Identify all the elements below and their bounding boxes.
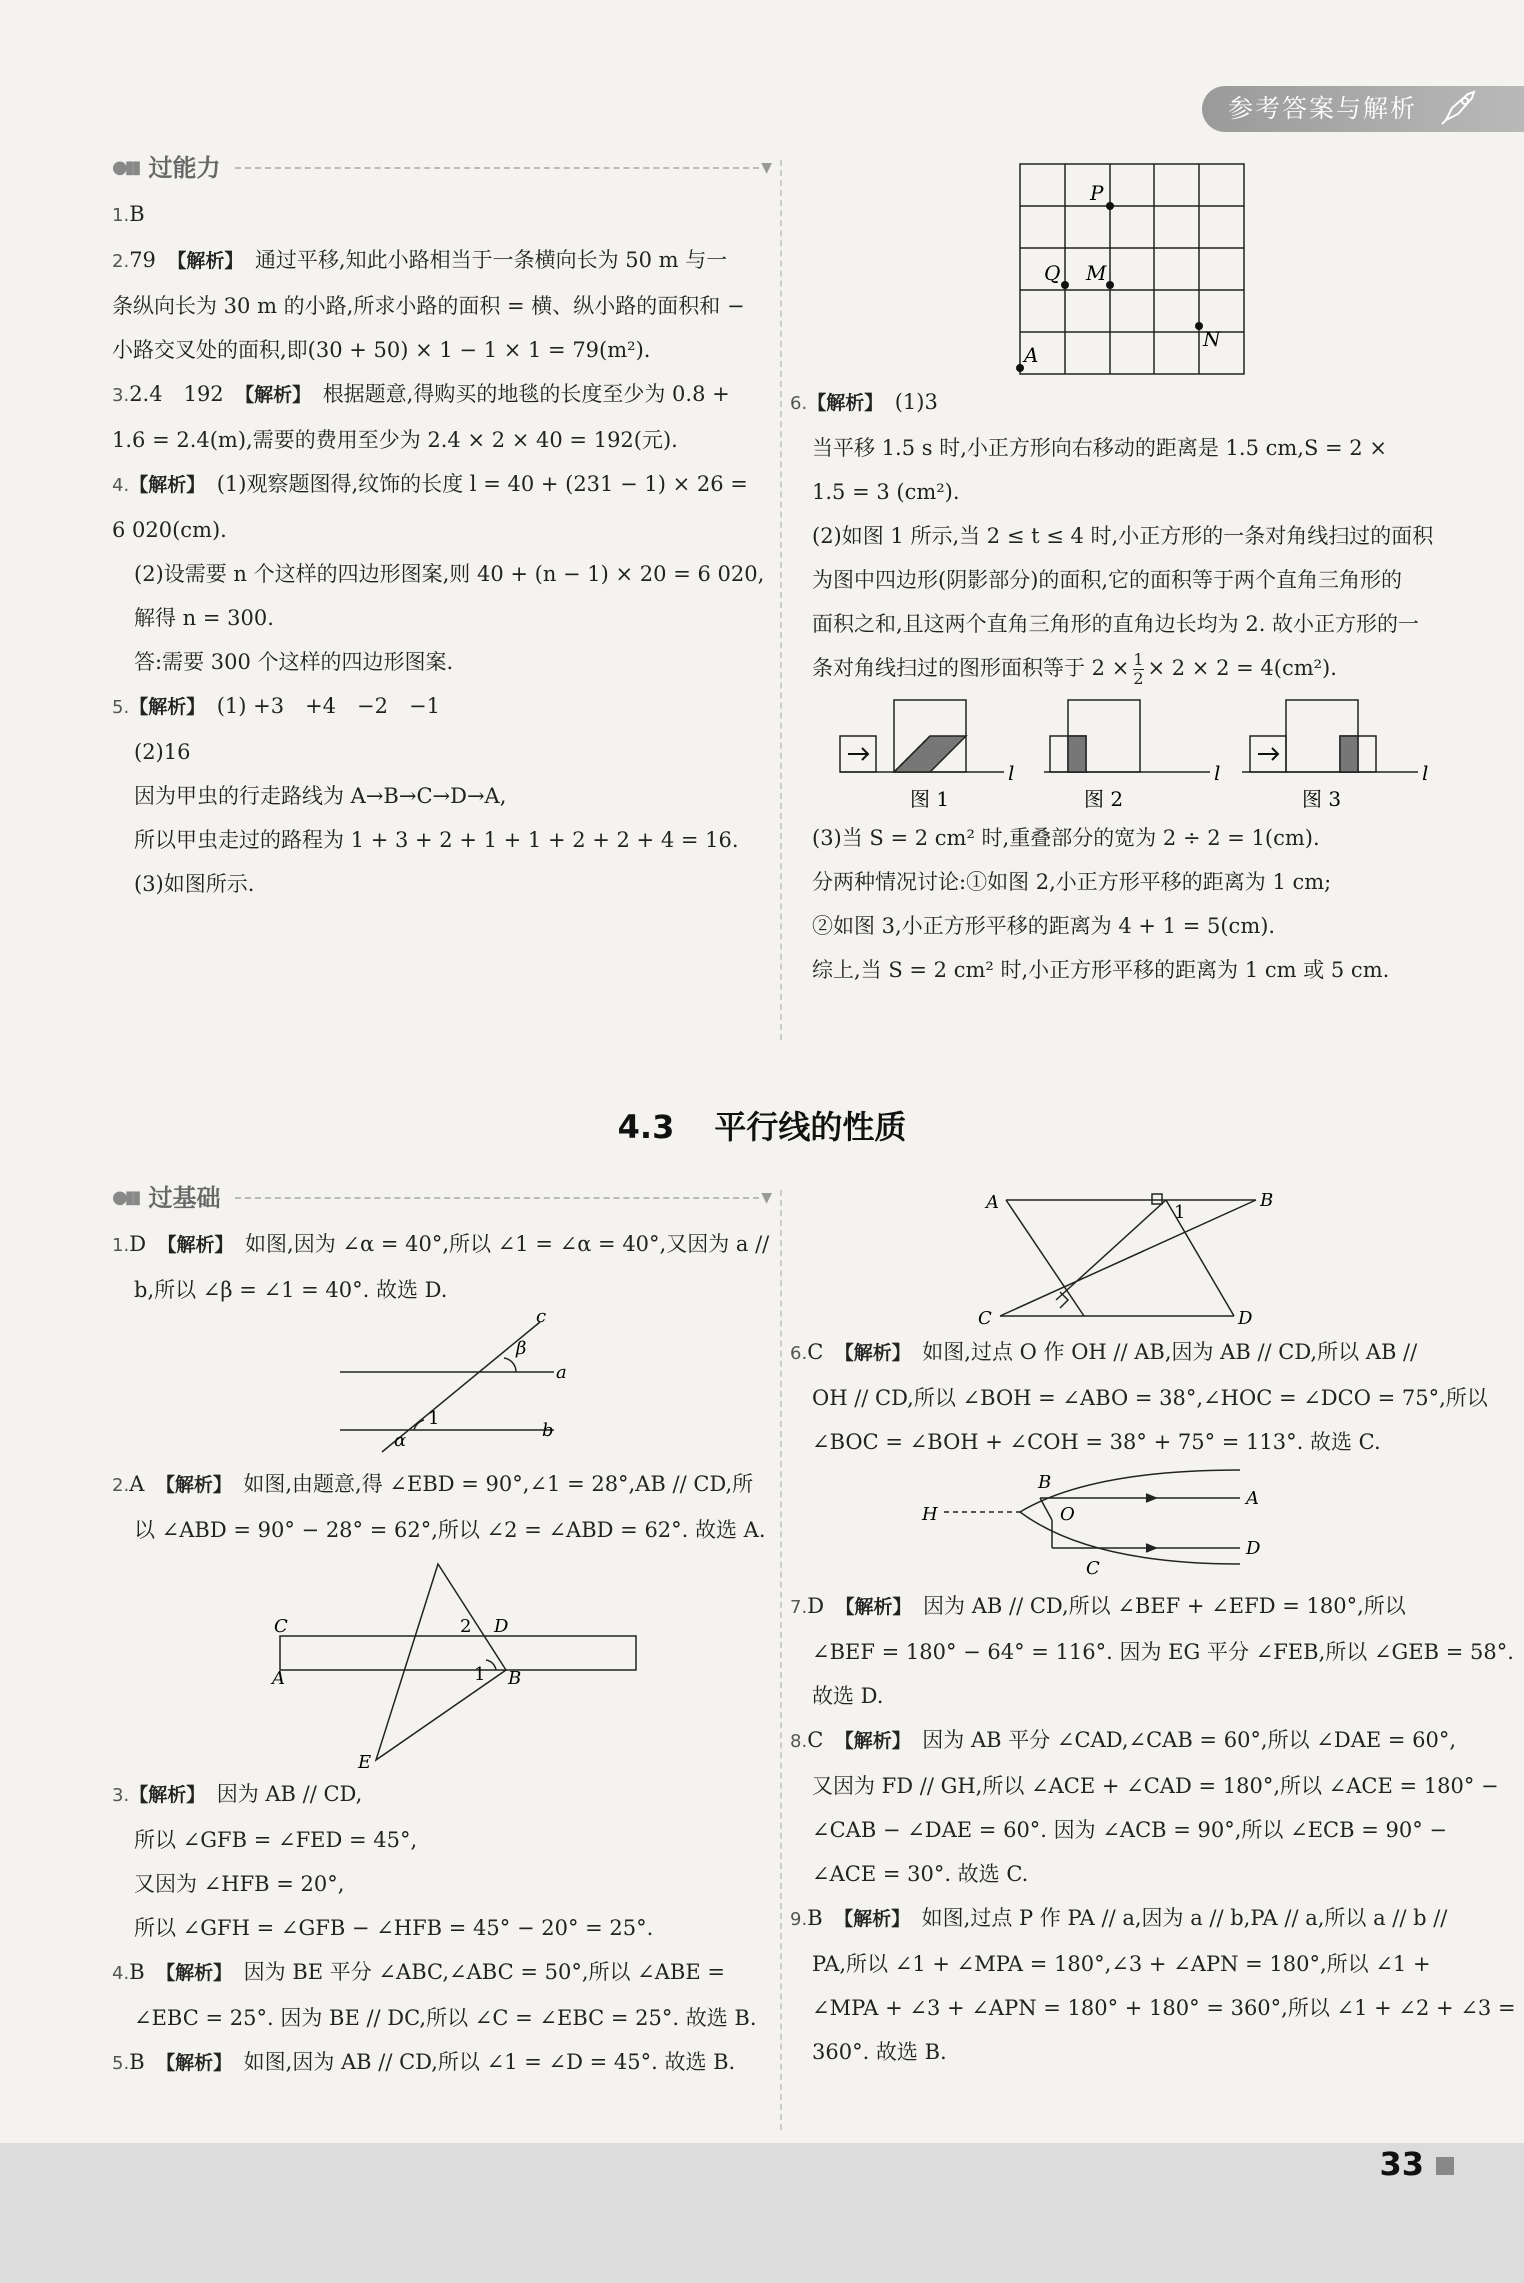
line: (1)3 [894,390,938,414]
label-o: O [1060,1504,1075,1525]
line: (1)观察题图得,纹饰的长度 l = 40 + (231 − 1) × 26 = [216,472,748,496]
label-c: C [274,1616,288,1637]
label-b: B [1260,1190,1274,1211]
fraction-numerator: 1 [1133,650,1144,669]
divider-rule [235,167,760,169]
left-column-top [112,150,772,906]
q-num: 8. [790,1731,808,1752]
line: 小路交叉处的面积,即(30 + 50) × 1 − 1 × 1 = 79(m²). [112,338,651,362]
jiexi-tag: 【解析】 [844,1730,902,1752]
line: 因为甲虫的行走路线为 A→B→C→D→A, [134,784,507,808]
label-c: C [1086,1558,1100,1579]
line: 1.6 = 2.4(m),需要的费用至少为 2.4 × 2 × 40 = 192(元). [112,428,678,452]
jiexi-tag: 【解析】 [843,1908,901,1930]
jiexi-tag: 【解析】 [244,384,302,406]
label-e: E [358,1752,372,1772]
label-h: H [922,1504,938,1525]
answer-6 [790,1330,1450,1376]
answer-5 [112,684,772,730]
line: 如图,因为 AB // CD,所以 ∠1 = ∠D = 45°. 故选 B. [243,2050,736,2074]
arrow-right-icon [1258,748,1278,760]
page-number-text: 33 [1379,2145,1424,2183]
parallel-lines-figure [112,1312,772,1462]
label-c: C [978,1308,992,1329]
line: 如图,过点 O 作 OH // AB,因为 AB // CD,所以 AB // [922,1340,1418,1364]
q-answer: 2.4 192 [129,382,224,406]
header-badge [1202,86,1524,132]
line: 为图中四边形(阴影部分)的面积,它的面积等于两个直角三角形的 [812,568,1403,592]
line: ②如图 3,小正方形平移的距离为 4 + 1 = 5(cm). [812,914,1276,938]
answer-6 [790,380,1450,426]
q-num: 2. [112,251,130,272]
divider-rule [235,1197,760,1199]
answer-7 [790,1584,1450,1630]
line: 解得 n = 300. [134,606,274,630]
q-answer: D [129,1232,147,1256]
jiexi-tag: 【解析】 [176,250,234,272]
label-b: B [1038,1472,1052,1493]
right-column-bottom [790,1180,1516,2074]
right-column-top [790,150,1450,992]
chevron-down-icon: ▼ [761,1190,772,1206]
answer-2 [112,238,772,284]
left-column-bottom [112,1180,772,2086]
line: 面积之和,且这两个直角三角形的直角边长均为 2. 故小正方形的一 [812,612,1420,636]
line: 又因为 FD // GH,所以 ∠ACE + ∠CAD = 180°,所以 ∠ACE = 180° − [812,1774,1499,1798]
line: ∠ACE = 30°. 故选 C. [812,1862,1029,1886]
line: (2)设需要 n 个这样的四边形图案,则 40 + (n − 1) × 20 = 6 020, [134,562,765,586]
line: 又因为 ∠HFB = 20°, [134,1872,345,1896]
q-num: 1. [112,205,130,226]
label-c: c [536,1312,547,1327]
line: 因为 BE 平分 ∠ABC,∠ABC = 50°,所以 ∠ABE = [243,1960,725,1984]
caption-fig3: 图 3 [1302,787,1342,811]
line: 因为 AB // CD,所以 ∠BEF + ∠EFD = 180°,所以 [923,1594,1406,1618]
section-number: 4.3 [617,1108,675,1146]
ruler-rect [280,1636,636,1670]
rocket-icon [1438,90,1478,128]
answer-1 [112,192,772,238]
curve [1020,1470,1240,1564]
label-l: l [1008,761,1015,785]
line: ∠MPA + ∠3 + ∠APN = 180° + 180° = 360°,所以 ∠1 + ∠2 + ∠3 = [812,1996,1516,2020]
line: (2)16 [134,740,191,764]
line: 所以甲虫走过的路程为 1 + 3 + 2 + 1 + 1 + 2 + 2 + 4 = 16. [134,828,739,852]
line: 条纵向长为 30 m 的小路,所求小路的面积 = 横、纵小路的面积和 − [112,294,745,318]
line: ∠EBC = 25°. 因为 BE // DC,所以 ∠C = ∠EBC = 25°. 故选 B. [134,2006,757,2030]
line: (2)如图 1 所示,当 2 ≤ t ≤ 4 时,小正方形的一条对角线扫过的面积 [812,524,1434,548]
arrow-right-icon [848,748,868,760]
q-num: 5. [112,2053,130,2074]
label-p: P [1090,181,1104,205]
dots-icon: ●▮▮ [112,157,139,178]
label-a: a [556,1362,567,1383]
answer-8 [790,1718,1457,1764]
label-n: N [1203,327,1221,351]
jiexi-tag: 【解析】 [844,1342,902,1364]
line: (3)如图所示. [134,872,255,896]
label-1: 1 [474,1664,486,1685]
point-a [1016,364,1024,372]
answer-5 [112,2040,772,2086]
jiexi-tag: 【解析】 [165,2052,223,2074]
header-badge-label: 参考答案与解析 [1228,94,1418,123]
q-answer: D [807,1594,825,1618]
q-num: 7. [790,1597,808,1618]
line: 通过平移,知此小路相当于一条横向长为 50 m 与一 [254,248,728,272]
grid-figure [790,150,1450,380]
point-m [1106,281,1114,289]
q-answer: B [129,1960,145,1984]
jiexi-tag: 【解析】 [129,474,196,496]
line: 条对角线扫过的图形面积等于 2 × [812,656,1130,680]
line: 因为 AB // CD, [216,1782,363,1806]
dots-icon: ●▮▮ [112,1187,139,1208]
line-with-fraction [790,646,1450,690]
line: OH // CD,所以 ∠BOH = ∠ABO = 38°,∠HOC = ∠DCO = 75°,所以 [812,1386,1488,1410]
q-answer: B [129,2050,145,2074]
line: 当平移 1.5 s 时,小正方形向右移动的距离是 1.5 cm,S = 2 × [812,436,1387,460]
q-num: 3. [112,1785,130,1806]
line: × 2 × 2 = 4(cm²). [1147,656,1337,680]
answer-9 [790,1896,1450,1942]
line: 故选 D. [812,1684,884,1708]
line: 如图,由题意,得 ∠EBD = 90°,∠1 = 28°,AB // CD,所 [243,1472,754,1496]
label-1: 1 [1174,1202,1186,1223]
line: 综上,当 S = 2 cm² 时,小正方形平移的距离为 1 cm 或 5 cm. [812,958,1390,982]
ruler-triangle-figure [112,1552,772,1772]
label-l: l [1214,761,1221,785]
translation-figures [790,690,1450,816]
q-num: 6. [790,393,808,414]
jiexi-tag: 【解析】 [129,696,196,718]
label-d: D [494,1616,509,1637]
label-d: D [1238,1308,1253,1329]
line: 如图,因为 ∠α = 40°,所以 ∠1 = ∠α = 40°,又因为 a // [245,1232,770,1256]
label-a: A [272,1668,285,1689]
answer-1 [112,1222,772,1268]
fraction-denominator: 2 [1133,669,1144,688]
q-answer: 79 [129,248,156,272]
answer-3 [112,372,772,418]
line: 360°. 故选 B. [812,2040,947,2064]
q-num: 4. [112,475,130,496]
caption-fig1: 图 1 [910,787,950,811]
line: 因为 AB 平分 ∠CAD,∠CAB = 60°,所以 ∠DAE = 60°, [922,1728,1457,1752]
label-m: M [1086,261,1107,285]
answer-4 [112,1950,772,1996]
label-b: B [508,1668,522,1689]
section-title: 过基础 [148,1184,221,1212]
label-a: A [1246,1488,1259,1509]
line: 分两种情况讨论:①如图 2,小正方形平移的距离为 1 cm; [812,870,1332,894]
q-num: 3. [112,385,130,406]
line: PA,所以 ∠1 + ∠MPA = 180°,∠3 + ∠APN = 180°,所以 ∠1 + [812,1952,1431,1976]
line: (3)当 S = 2 cm² 时,重叠部分的宽为 2 ÷ 2 = 1(cm). [812,826,1320,850]
line: 1.5 = 3 (cm²). [812,480,960,504]
q-num: 1. [112,1235,130,1256]
line: 6 020(cm). [112,518,227,542]
jiexi-tag: 【解析】 [165,1962,223,1984]
q-answer: A [129,1472,145,1496]
square-icon [1436,2157,1454,2175]
label-b: b [542,1420,554,1441]
shaded-region-1 [894,736,966,772]
line: 答:需要 300 个这样的四边形图案. [134,650,454,674]
label-q: Q [1044,261,1061,285]
label-a: A [986,1192,999,1213]
page-number [1379,2145,1454,2183]
triangle-ruler-figure [790,1180,1450,1330]
q-num: 2. [112,1475,130,1496]
point-q [1061,281,1069,289]
chevron-down-icon: ▼ [761,160,772,176]
line: 所以 ∠GFB = ∠FED = 45°, [134,1828,418,1852]
line: 以 ∠ABD = 90° − 28° = 62°,所以 ∠2 = ∠ABD = 62°. 故选 A. [134,1518,766,1542]
line: ∠CAB − ∠DAE = 60°. 因为 ∠ACB = 90°,所以 ∠ECB = 90° − [812,1818,1447,1842]
point-n [1195,322,1203,330]
fraction [1133,651,1143,688]
label-2: 2 [460,1616,472,1637]
line: b,所以 ∠β = ∠1 = 40°. 故选 D. [134,1278,448,1302]
line: 所以 ∠GFH = ∠GFB − ∠HFB = 45° − 20° = 25°. [134,1916,654,1940]
line: (1) +3 +4 −2 −1 [216,694,440,718]
q-num: 9. [790,1909,808,1930]
caption-fig2: 图 2 [1084,787,1124,811]
label-a: A [1024,343,1039,367]
jiexi-tag: 【解析】 [165,1474,223,1496]
jiexi-tag: 【解析】 [807,392,874,414]
column-divider-top [780,160,782,1040]
answer-4 [112,462,772,508]
q-answer: B [129,202,145,226]
section-header-guo-jichu [112,1180,772,1216]
label-d: D [1246,1538,1261,1559]
shaded-region-2 [1068,736,1086,772]
column-divider-bottom [780,1190,782,2130]
line: ∠BOC = ∠BOH + ∠COH = 38° + 75° = 113°. 故选 C. [812,1430,1381,1454]
parabola-figure [790,1464,1450,1584]
answer-2 [112,1462,772,1508]
label-1: 1 [428,1408,440,1429]
q-answer: C [807,1340,824,1364]
point-p [1106,202,1114,210]
q-answer: B [807,1906,823,1930]
jiexi-tag: 【解析】 [129,1784,196,1806]
q-num: 5. [112,697,130,718]
section-name: 平行线的性质 [714,1108,907,1146]
q-num: 4. [112,1963,130,1984]
section-title: 过能力 [148,154,221,182]
label-alpha: α [394,1430,407,1451]
q-answer: C [807,1728,824,1752]
answer-3 [112,1772,772,1818]
triangle [376,1564,506,1760]
line: 根据题意,得购买的地毯的长度至少为 0.8 + [322,382,730,406]
line: 如图,过点 P 作 PA // a,因为 a // b,PA // a,所以 a // b // [921,1906,1448,1930]
page-footer [0,2143,1524,2283]
section-title-4-3 [0,1102,1524,1148]
jiexi-tag: 【解析】 [167,1234,225,1256]
line: ∠BEF = 180° − 64° = 116°. 因为 EG 平分 ∠FEB,所以 ∠GEB = 58°. [812,1640,1514,1664]
jiexi-tag: 【解析】 [845,1596,903,1618]
label-beta: β [516,1338,527,1359]
q-num: 6. [790,1343,808,1364]
section-header-guo-nengli [112,150,772,186]
label-l: l [1422,761,1429,785]
shaded-region-3 [1340,736,1358,772]
